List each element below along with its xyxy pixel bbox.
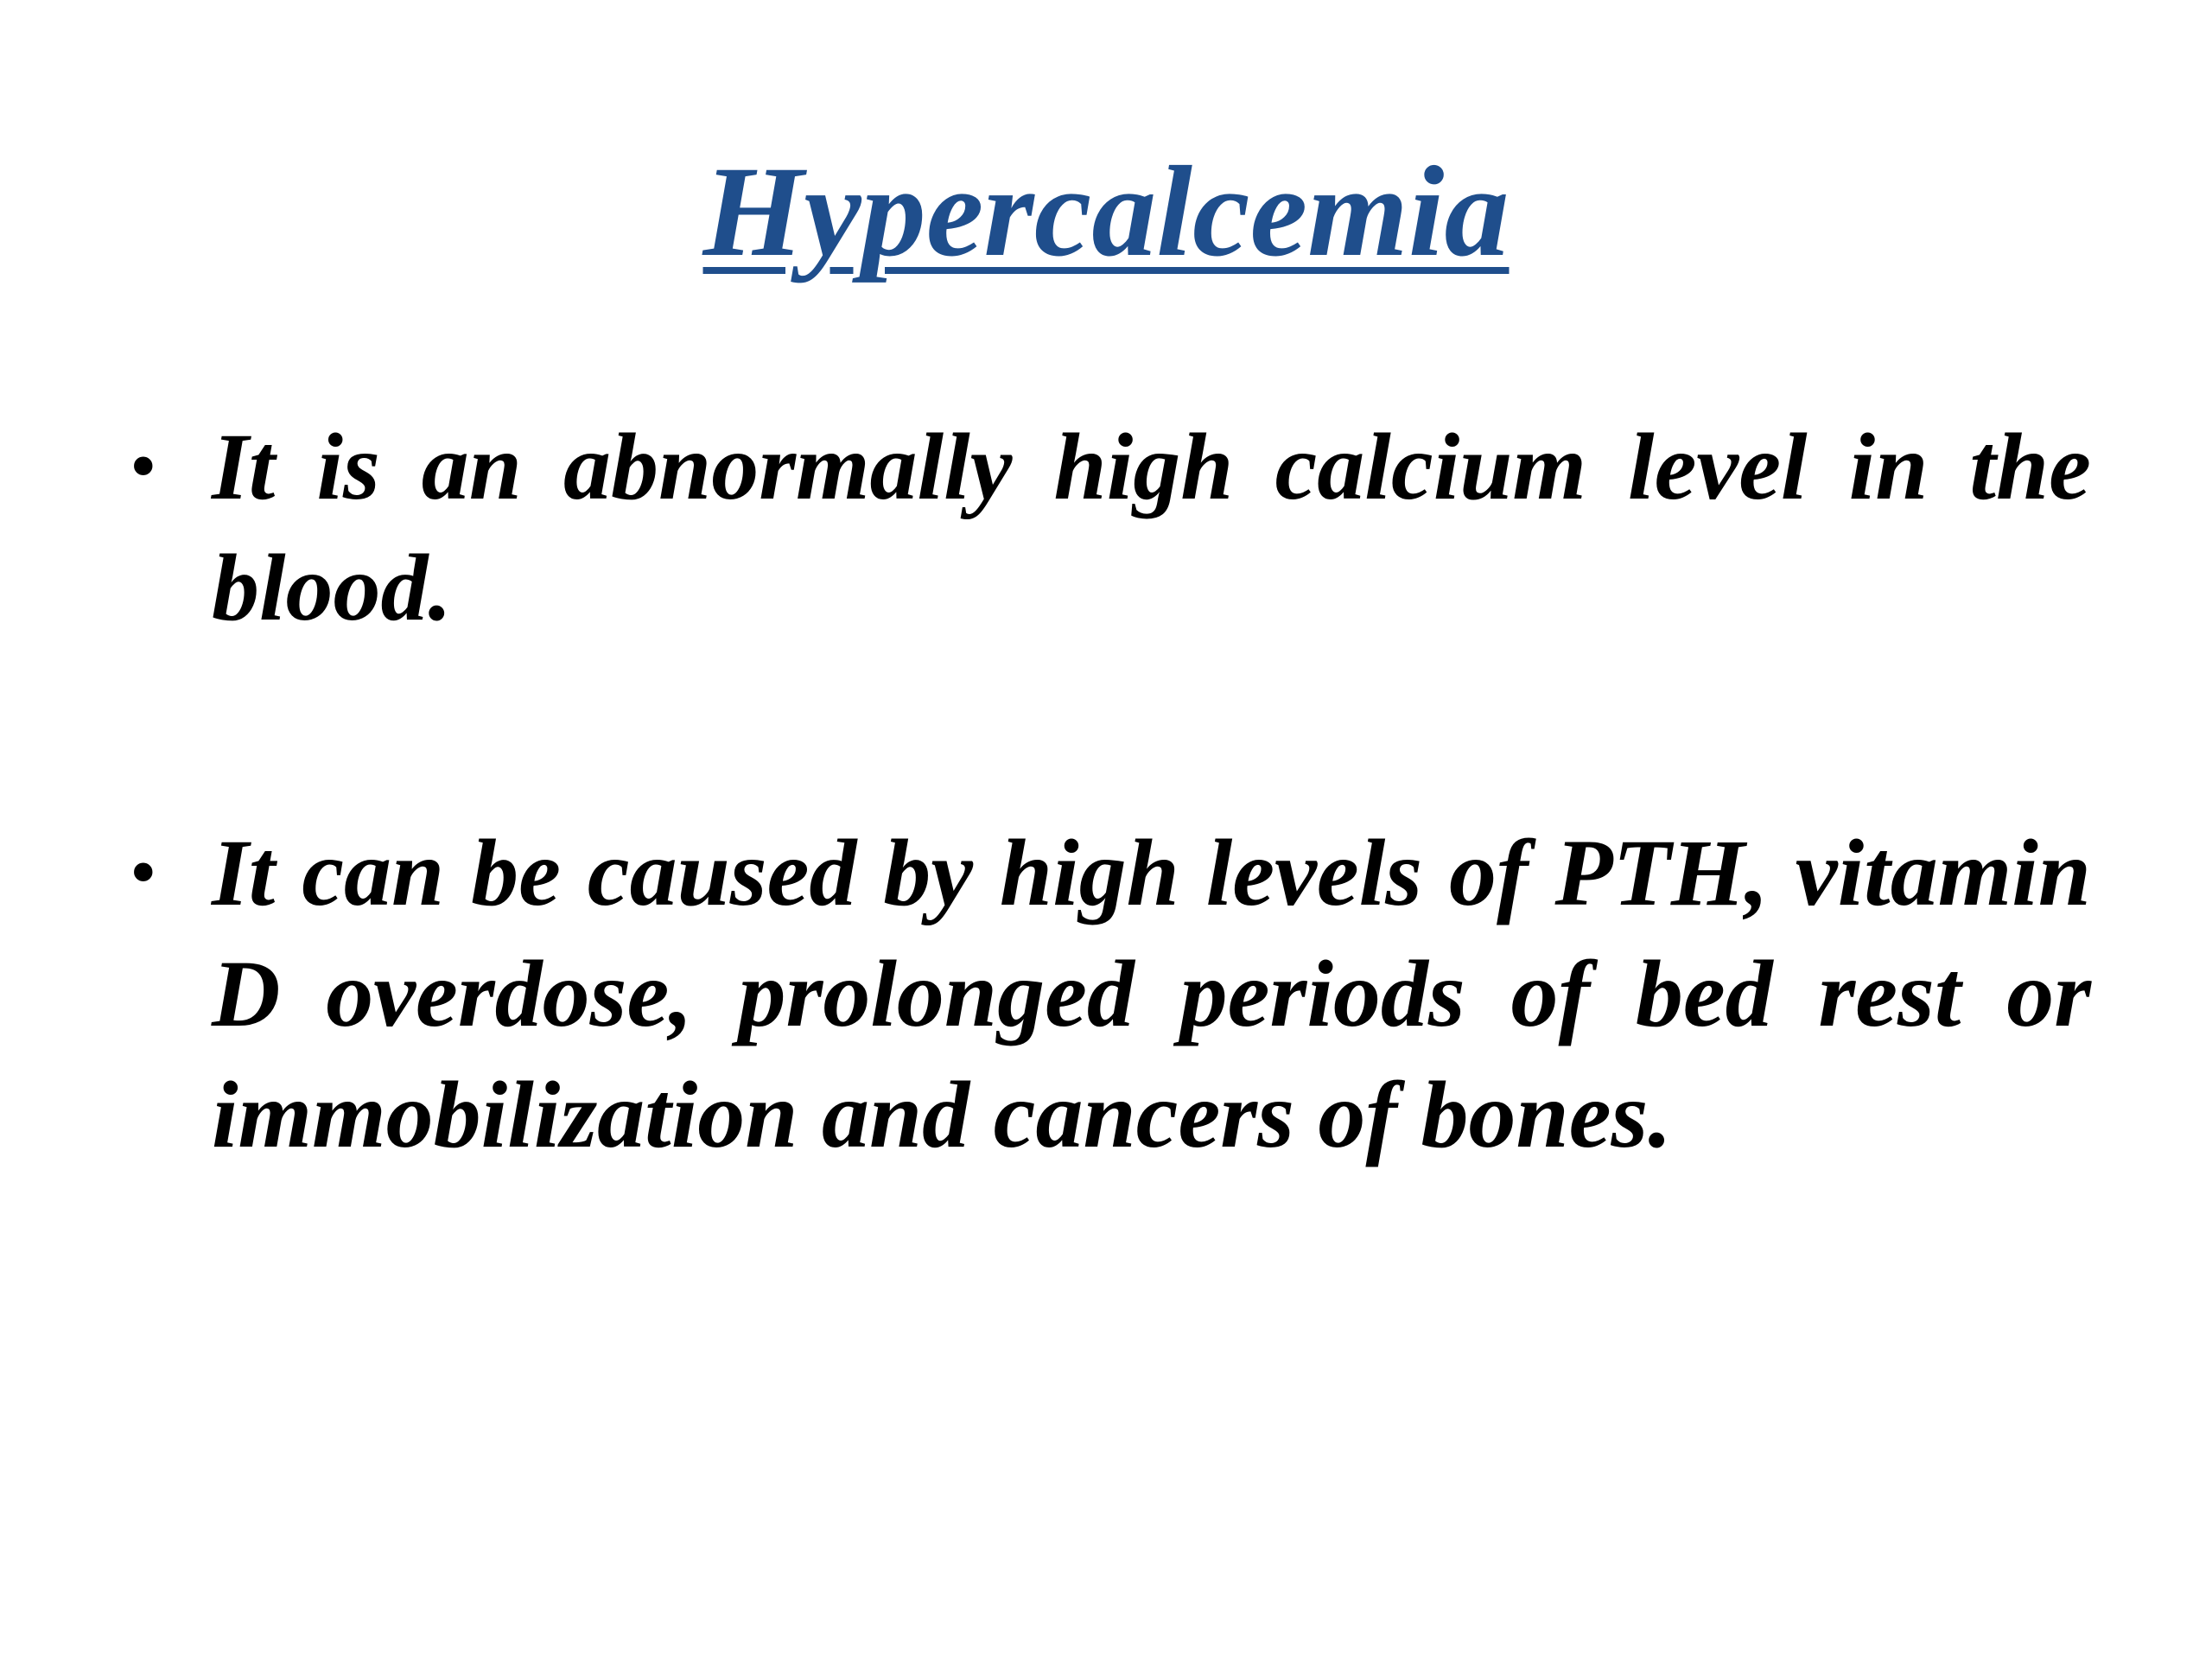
bullet-dot-icon: • — [130, 830, 157, 915]
bullet-item — [130, 812, 2091, 1175]
slide-title: Hypercalcemia — [702, 140, 1510, 283]
bullet-text: It is an abnormally high calcium level in the blood. — [212, 414, 2091, 640]
bullet-text: It can be caused by high levels of PTH, vitamin D overdose, prolonged periods of bed rest or immobilization and cancers of bones. — [212, 820, 2091, 1167]
bullet-list — [130, 406, 2091, 1175]
bullet-item — [130, 406, 2091, 648]
bullet-dot-icon: • — [130, 423, 157, 509]
